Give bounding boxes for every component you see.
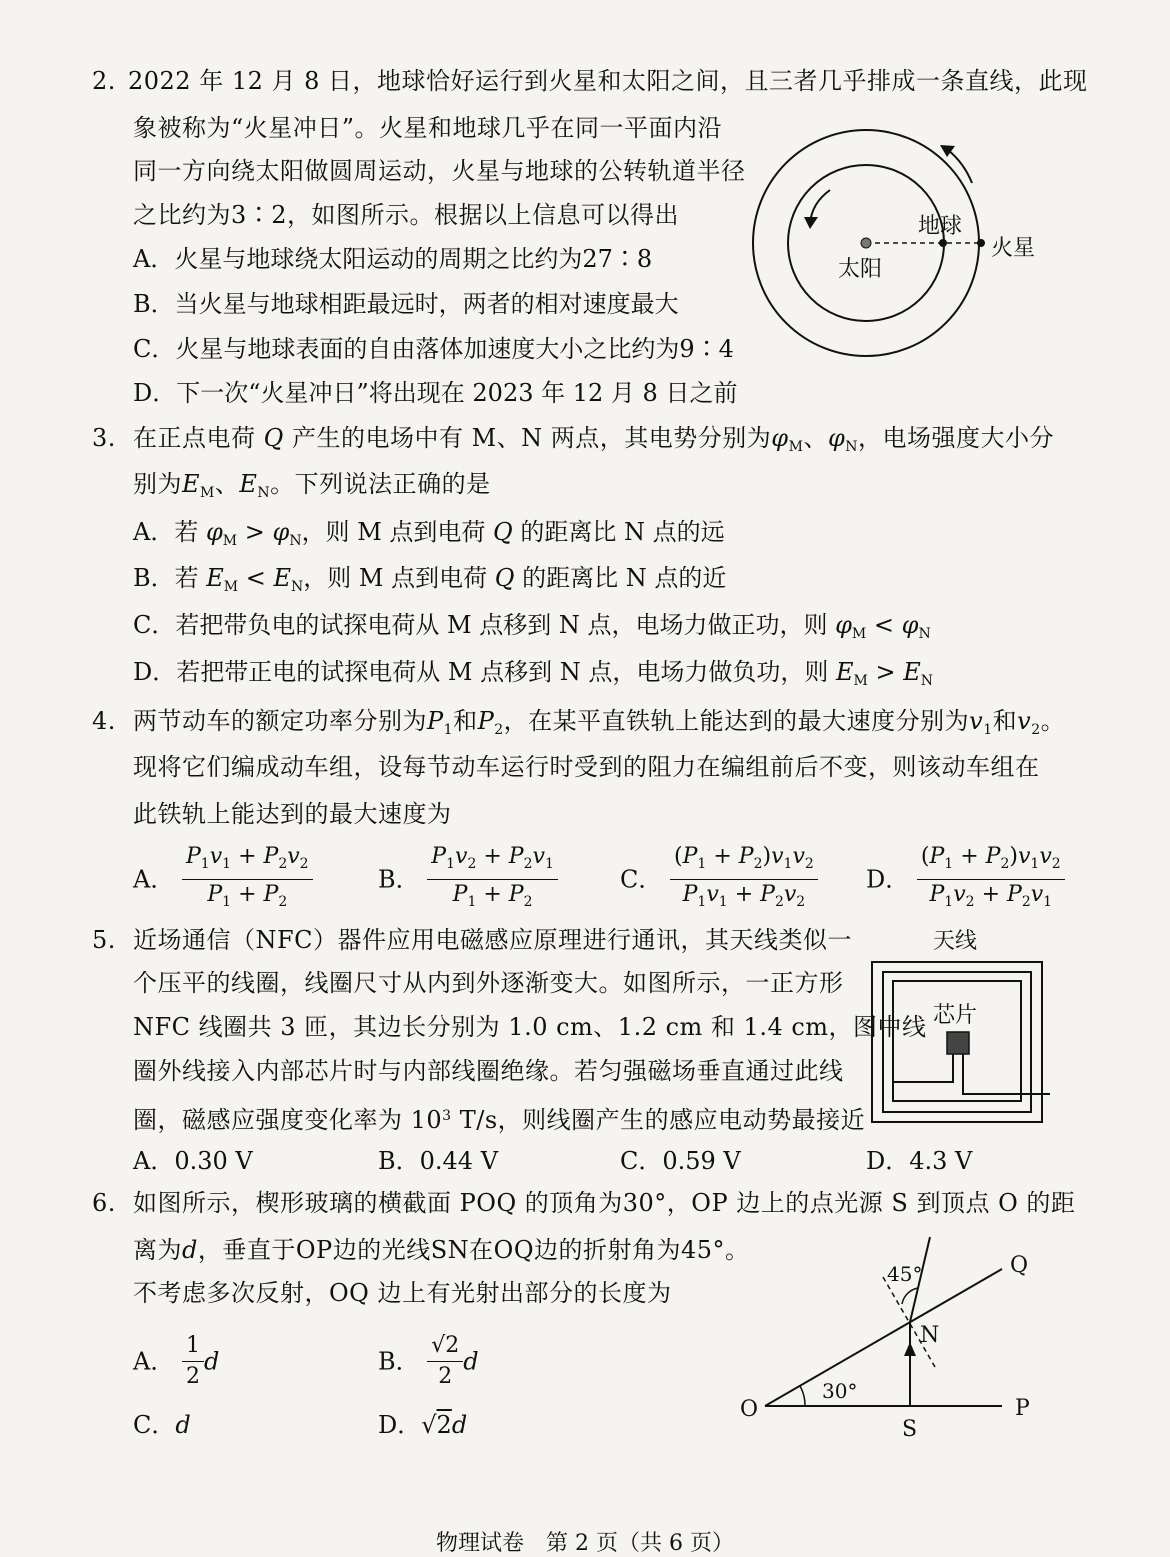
angle-30-label: 30°: [822, 1379, 858, 1403]
q6-number: 6.: [92, 1189, 116, 1217]
earth-arrowhead: [804, 217, 818, 229]
q5-stem-line-3: NFC 线圈共 3 匝，其边长分别为 1.0 cm、1.2 cm 和 1.4 cm，图中线: [133, 1013, 927, 1041]
q2-stem-line-2: 象被称为“火星冲日”。火星和地球几乎在同一平面内沿: [133, 114, 723, 142]
chip-lead-inner: [893, 1054, 953, 1082]
ray-arrowhead: [904, 1342, 916, 1356]
chip-lead-outer: [963, 1054, 1050, 1094]
q3-number: 3.: [92, 424, 116, 452]
q4-number: 4.: [92, 707, 116, 735]
sun-label: 太阳: [838, 257, 883, 282]
q4-option-a: A． $\frac{P_1v_1 + P_2v_2}{P_1 + P_2}$: [133, 844, 313, 915]
vertex-o-label: O: [740, 1397, 759, 1422]
q5-stem-line-4: 圈外线接入内部芯片时与内部线圈绝缘。若匀强磁场垂直通过此线: [133, 1057, 844, 1085]
q3-stem-line-2: 别为$E_M$、$E_N$。下列说法正确的是: [133, 470, 491, 501]
point-p-label: P: [1015, 1396, 1030, 1421]
q5-option-c: C．0.59 V: [620, 1147, 741, 1175]
earth-dot: [939, 239, 947, 247]
q5-stem-line-5: 圈，磁感应强度变化率为 $10^3$ T/s，则线圈产生的感应电动势最接近: [133, 1106, 866, 1134]
orbit-diagram: [740, 125, 1060, 370]
q6-option-b: B． $\frac{√2}{2}$ d: [378, 1333, 479, 1389]
q4-stem-line-2: 现将它们编成动车组，设每节动车运行时受到的阻力在编组前后不变，则该动车组在: [133, 753, 1040, 781]
point-s-label: S: [902, 1417, 918, 1442]
q4-option-d: D． $\frac{(P_1 + P_2)v_1v_2}{P_1v_2 + P_2v_1}$: [866, 844, 1065, 915]
q6-stem-line-2: 离为d，垂直于OP边的光线SN在OQ边的折射角为45°。: [133, 1236, 750, 1264]
chip: [947, 1032, 969, 1054]
q2-option-a: A．火星与地球绕太阳运动的周期之比约为27∶8: [133, 245, 653, 273]
page-footer: 物理试卷 第 2 页（共 6 页）: [436, 1531, 734, 1556]
q2-stem-line-4: 之比约为3∶2，如图所示。根据以上信息可以得出: [133, 201, 680, 229]
q5-stem-line-2: 个压平的线圈，线圈尺寸从内到外逐渐变大。如图所示，一正方形: [133, 969, 844, 997]
q6-stem-line-3: 不考虑多次反射，OQ 边上有光射出部分的长度为: [133, 1279, 672, 1307]
q2-stem-line-3: 同一方向绕太阳做圆周运动，火星与地球的公转轨道半径: [133, 157, 746, 185]
sun-dot: [861, 238, 871, 248]
q3-option-c: C．若把带负电的试探电荷从 M 点移到 N 点，电场力做正功，则 $\varphi_M < \varphi_N$: [133, 611, 931, 642]
q2-number: 2.: [92, 67, 116, 95]
q6-option-c: C．d: [133, 1411, 191, 1439]
angle-45-label: 45°: [887, 1262, 923, 1286]
q5-option-d: D．4.3 V: [866, 1147, 973, 1175]
earth-label: 地球: [918, 214, 963, 239]
q4-option-b: B． $\frac{P_1v_2 + P_2v_1}{P_1 + P_2}$: [378, 844, 558, 915]
q3-option-a: A．若 $\varphi_M > \varphi_N$，则 M 点到电荷 Q 的距离比 N 点的远: [133, 518, 725, 549]
angle-30-arc: [800, 1386, 805, 1406]
point-q-label: Q: [1010, 1253, 1029, 1278]
q5-number: 5.: [92, 926, 116, 954]
q3-stem-line-1: 在正点电荷 Q 产生的电场中有 M、N 两点，其电势分别为$\varphi_M$、$\varphi_N$，电场强度大小分: [133, 424, 1055, 455]
q6-option-a: A． $\frac{1}{2}$ d: [133, 1333, 220, 1389]
q5-option-a: A．0.30 V: [133, 1147, 253, 1175]
chip-label: 芯片: [933, 1003, 978, 1028]
mars-direction-arrow: [948, 150, 972, 183]
wedge-refraction-diagram: [730, 1232, 1050, 1442]
q5-option-b: B．0.44 V: [378, 1147, 499, 1175]
q4-stem-line-3: 此铁轨上能达到的最大速度为: [133, 800, 452, 828]
q5-stem-line-1: 近场通信（NFC）器件应用电磁感应原理进行通讯，其天线类似一: [133, 926, 853, 954]
q3-option-b: B．若 $E_M < E_N$，则 M 点到电荷 Q 的距离比 N 点的近: [133, 564, 727, 595]
q4-option-c: C． $\frac{(P_1 + P_2)v_1v_2}{P_1v_1 + P_2v_2}$: [620, 844, 818, 915]
q4-stem-line-1: 两节动车的额定功率分别为$P_1$和$P_2$，在某平直铁轨上能达到的最大速度分别为$v_1$和$v_2$。: [133, 707, 1066, 738]
q6-stem-line-1: 如图所示，楔形玻璃的横截面 POQ 的顶角为30°，OP 边上的点光源 S 到顶点 O 的距: [133, 1189, 1076, 1217]
q6-option-d: D．√2d: [378, 1411, 468, 1439]
q2-option-d: D．下一次“火星冲日”将出现在 2023 年 12 月 8 日之前: [133, 379, 738, 407]
nfc-coil-diagram: [860, 922, 1060, 1132]
q3-option-d: D．若把带正电的试探电荷从 M 点移到 N 点，电场力做负功，则 $E_M > E_N$: [133, 658, 933, 689]
q2-stem-line-1: 2022 年 12 月 8 日，地球恰好运行到火星和太阳之间，且三者几乎排成一条直线，此现: [128, 67, 1088, 95]
point-n-label: N: [920, 1323, 940, 1348]
antenna-label: 天线: [933, 929, 978, 954]
q2-option-b: B．当火星与地球相距最远时，两者的相对速度最大: [133, 290, 679, 318]
q2-option-c: C．火星与地球表面的自由落体加速度大小之比约为9∶4: [133, 335, 734, 363]
mars-label: 火星: [991, 236, 1036, 261]
mars-dot: [977, 239, 985, 247]
oq-edge: [765, 1269, 1002, 1406]
